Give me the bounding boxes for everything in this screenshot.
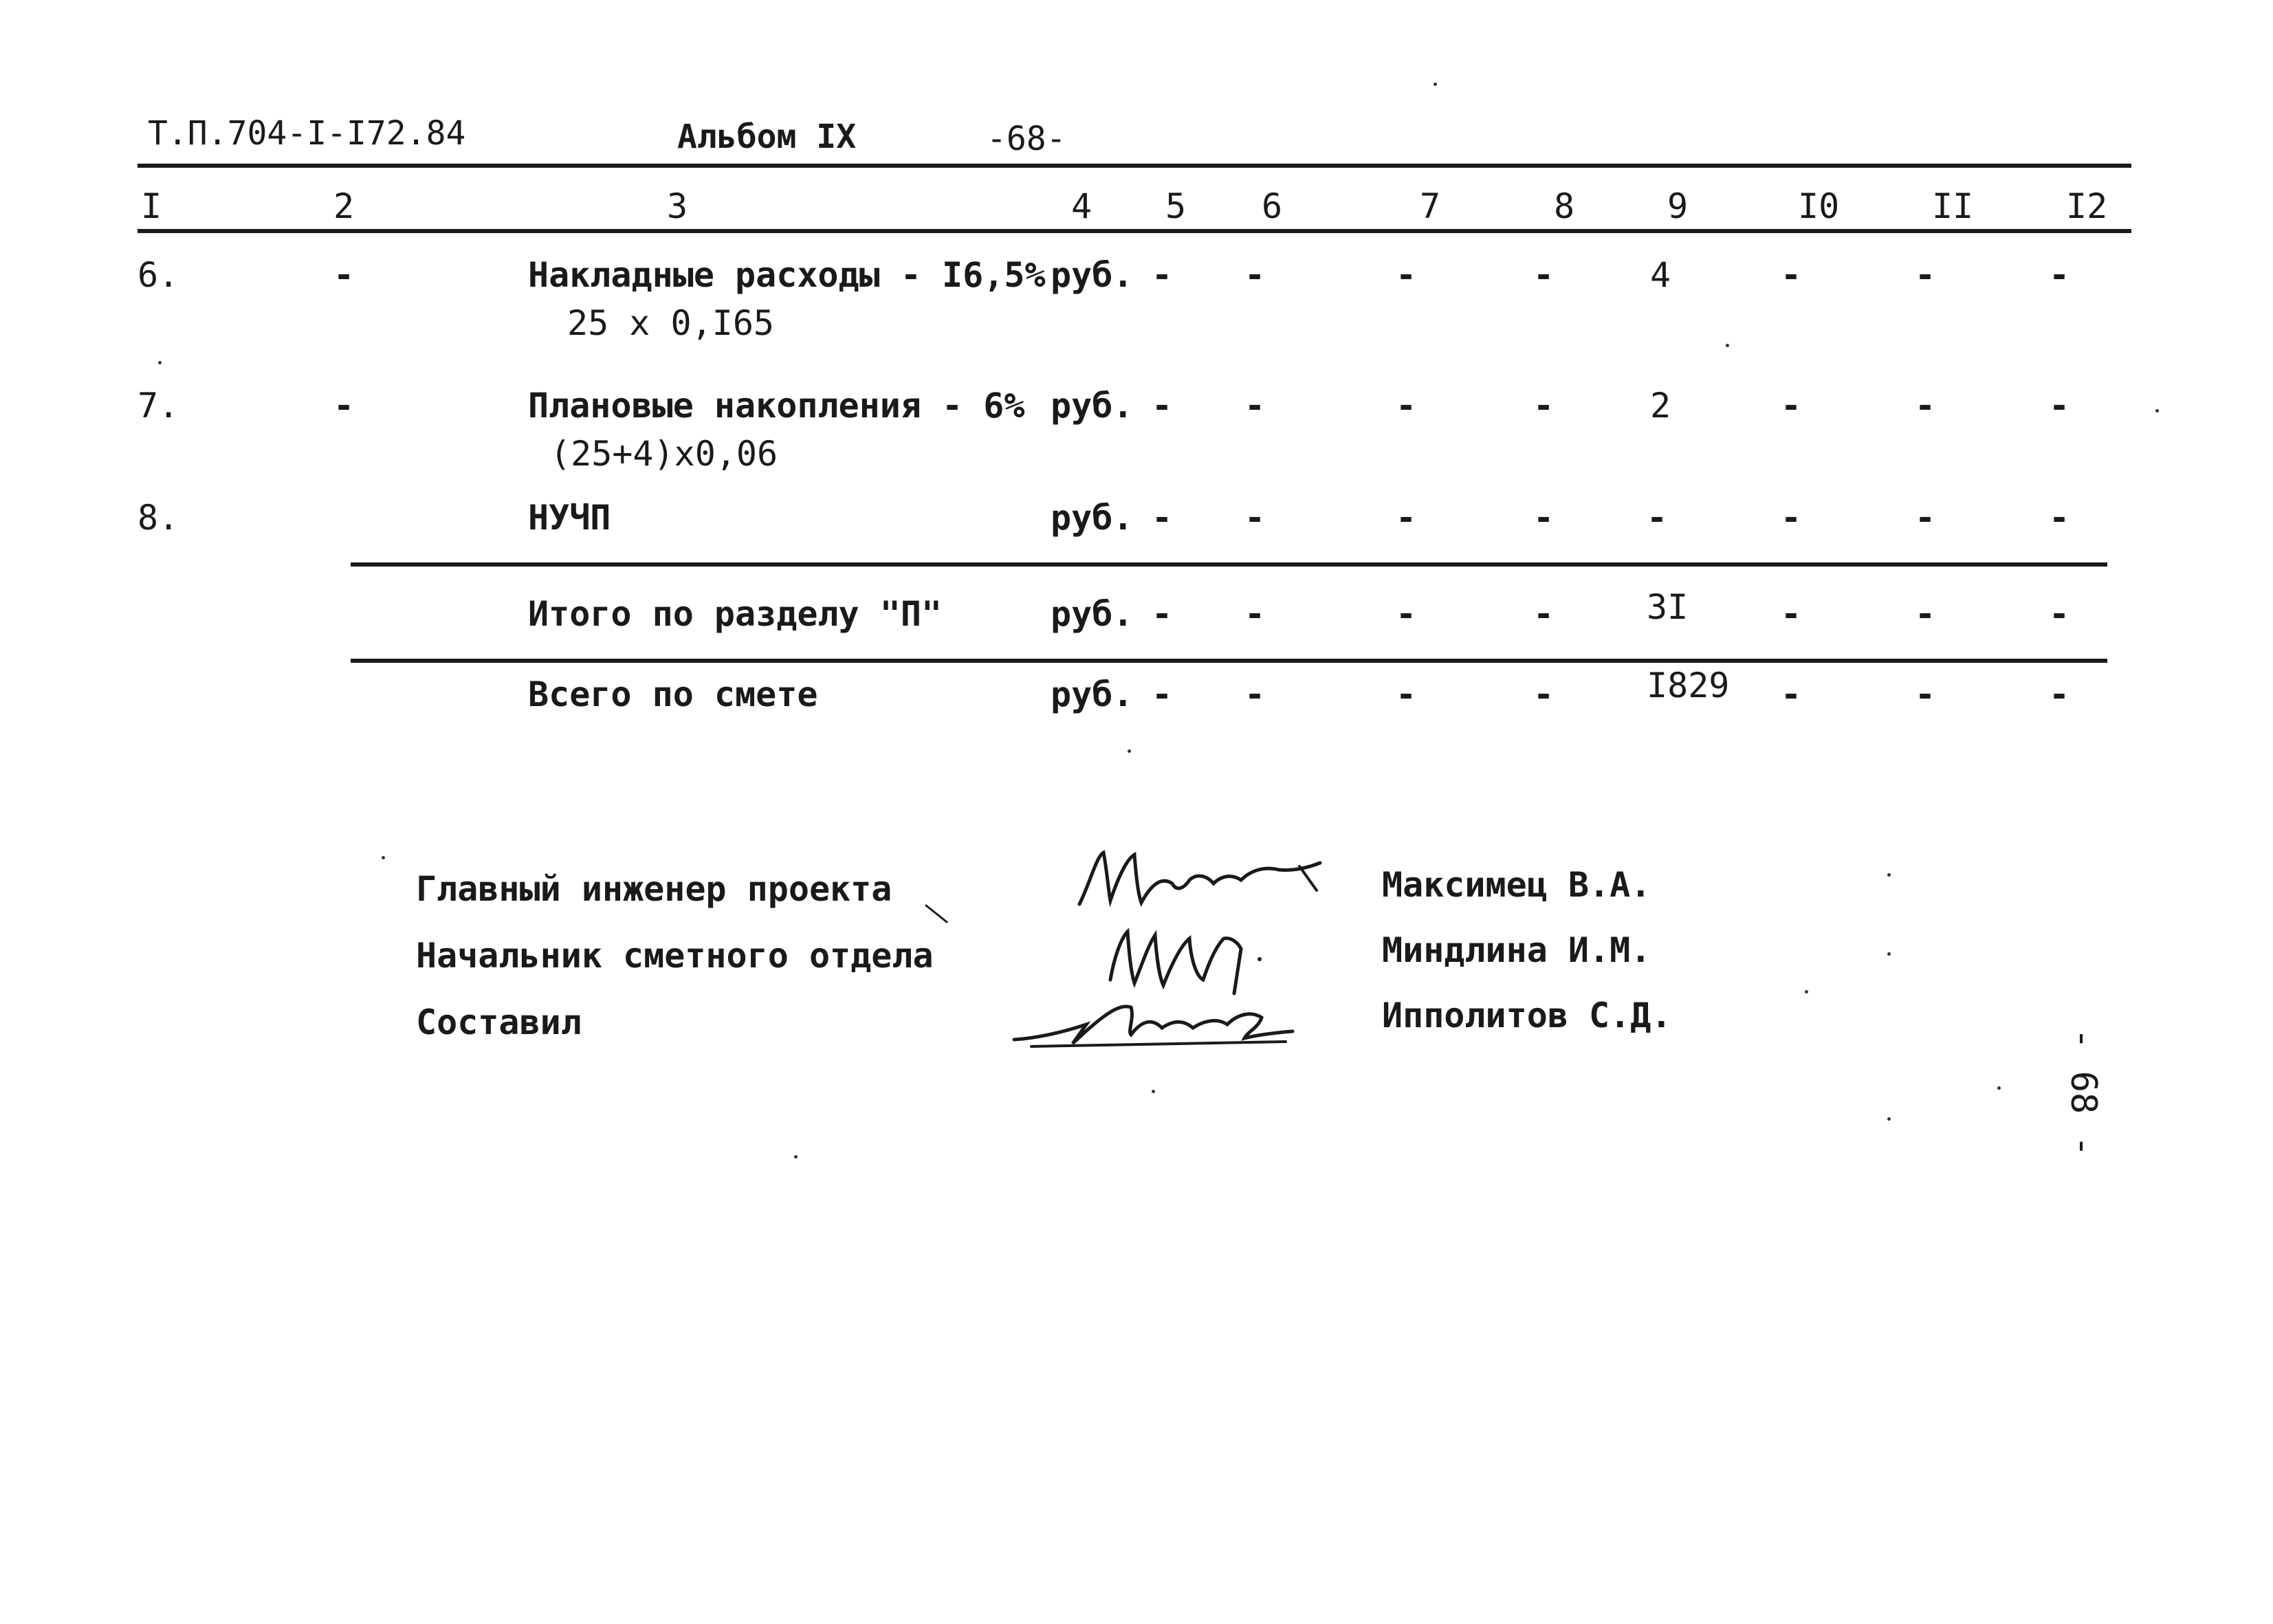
document-code: Т.П.704-I-I72.84	[148, 114, 466, 153]
column-number: 3	[667, 186, 688, 226]
scan-speck	[382, 856, 385, 859]
row-number: 7.	[138, 386, 179, 426]
cell-col6: -	[1244, 255, 1266, 295]
scan-speck	[1434, 83, 1437, 86]
cell-col7: -	[1396, 386, 1417, 426]
row-name: Плановые накопления - 6%	[528, 386, 1025, 426]
column-number: 6	[1262, 186, 1283, 226]
cell-col10: -	[1781, 498, 1802, 538]
scan-speck	[1805, 990, 1808, 994]
cell-col5: -	[1152, 498, 1173, 538]
scan-speck	[1997, 1086, 2001, 1090]
cell-col6: -	[1244, 674, 1266, 714]
cell-col5: -	[1152, 386, 1173, 426]
row-name: Накладные расходы - I6,5%	[528, 255, 1046, 295]
column-number: 4	[1071, 186, 1092, 226]
cell-col8: -	[1533, 386, 1555, 426]
cell-col7: -	[1396, 674, 1417, 714]
row-unit: руб.	[1051, 255, 1134, 295]
scan-speck	[1152, 1090, 1155, 1093]
cell-col8: -	[1533, 674, 1555, 714]
row-code: -	[333, 255, 355, 295]
signature-mindlina	[1100, 918, 1279, 1000]
header-rule	[138, 164, 2131, 168]
cell-col7: -	[1396, 255, 1417, 295]
cell-col11: -	[1915, 255, 1936, 295]
column-number: 7	[1420, 186, 1441, 226]
row-unit: руб.	[1051, 498, 1134, 538]
cell-col12: -	[2049, 255, 2070, 295]
role-chief-engineer: Главный инженер проекта	[416, 869, 892, 909]
cell-col11: -	[1915, 594, 1936, 634]
cell-col9: -	[1647, 498, 1668, 538]
scan-speck	[2155, 409, 2159, 413]
cell-col5: -	[1152, 255, 1173, 295]
cell-col8: -	[1533, 594, 1555, 634]
page-number: -68-	[987, 120, 1066, 158]
cell-col6: -	[1244, 498, 1266, 538]
scan-speck	[1726, 344, 1729, 347]
scan-speck	[158, 361, 162, 364]
signer-name: Ипполитов С.Д.	[1382, 996, 1672, 1035]
cell-col12: -	[2049, 498, 2070, 538]
column-number: 9	[1667, 186, 1689, 226]
row-number: 8.	[138, 498, 179, 538]
cell-col11: -	[1915, 674, 1936, 714]
total-name: Всего по смете	[528, 674, 818, 714]
cell-col10: -	[1781, 386, 1802, 426]
cell-col9: I829	[1647, 666, 1730, 705]
cell-col10: -	[1781, 594, 1802, 634]
cell-col11: -	[1915, 386, 1936, 426]
cell-col9: 4	[1650, 255, 1671, 295]
cell-col5: -	[1152, 674, 1173, 714]
cell-col7: -	[1396, 594, 1417, 634]
columns-rule	[138, 229, 2131, 233]
scan-speck	[1887, 952, 1891, 956]
cell-col10: -	[1781, 255, 1802, 295]
cell-col6: -	[1244, 594, 1266, 634]
cell-col10: -	[1781, 674, 1802, 714]
cell-col12: -	[2049, 386, 2070, 426]
cell-col12: -	[2049, 594, 2070, 634]
row-code: -	[333, 386, 355, 426]
pen-stroke-mark	[925, 904, 952, 925]
signer-name: Миндлина И.М.	[1382, 930, 1651, 970]
cell-col12: -	[2049, 674, 2070, 714]
cell-col11: -	[1915, 498, 1936, 538]
column-number: 2	[333, 186, 355, 226]
total-unit: руб.	[1051, 674, 1134, 714]
total-unit: руб.	[1051, 594, 1134, 634]
section-total-rule	[351, 562, 2107, 567]
side-page-number: - 68 -	[2063, 1028, 2104, 1157]
signature-maksimets	[1073, 842, 1334, 918]
scan-speck	[794, 1155, 798, 1159]
cell-col8: -	[1533, 498, 1555, 538]
row-number: 6.	[138, 255, 179, 295]
cell-col9: 2	[1650, 386, 1671, 426]
cell-col8: -	[1533, 255, 1555, 295]
column-number: 8	[1554, 186, 1575, 226]
scan-speck	[1887, 1117, 1891, 1121]
scan-speck	[1887, 873, 1891, 877]
cell-col9: 3I	[1647, 587, 1689, 627]
column-number: I0	[1798, 186, 1840, 226]
row-unit: руб.	[1051, 386, 1134, 426]
signer-name: Максимец В.А.	[1382, 865, 1651, 905]
role-estimate-head: Начальник сметного отдела	[416, 936, 934, 976]
column-number: I	[141, 186, 162, 226]
grand-total-rule	[351, 659, 2107, 663]
cell-col7: -	[1396, 498, 1417, 538]
role-compiler: Составил	[416, 1002, 582, 1042]
column-number: I2	[2066, 186, 2108, 226]
album-label: Альбом IX	[677, 118, 857, 156]
scan-speck	[1128, 749, 1131, 753]
signature-ippolitov	[1011, 990, 1299, 1052]
column-number: 5	[1165, 186, 1187, 226]
row-formula: (25+4)x0,06	[550, 434, 778, 474]
cell-col6: -	[1244, 386, 1266, 426]
cell-col5: -	[1152, 594, 1173, 634]
row-formula: 25 x 0,I65	[567, 303, 775, 343]
column-number: II	[1932, 186, 1974, 226]
total-name: Итого по разделу "П"	[528, 594, 943, 634]
row-name: НУЧП	[528, 498, 611, 538]
